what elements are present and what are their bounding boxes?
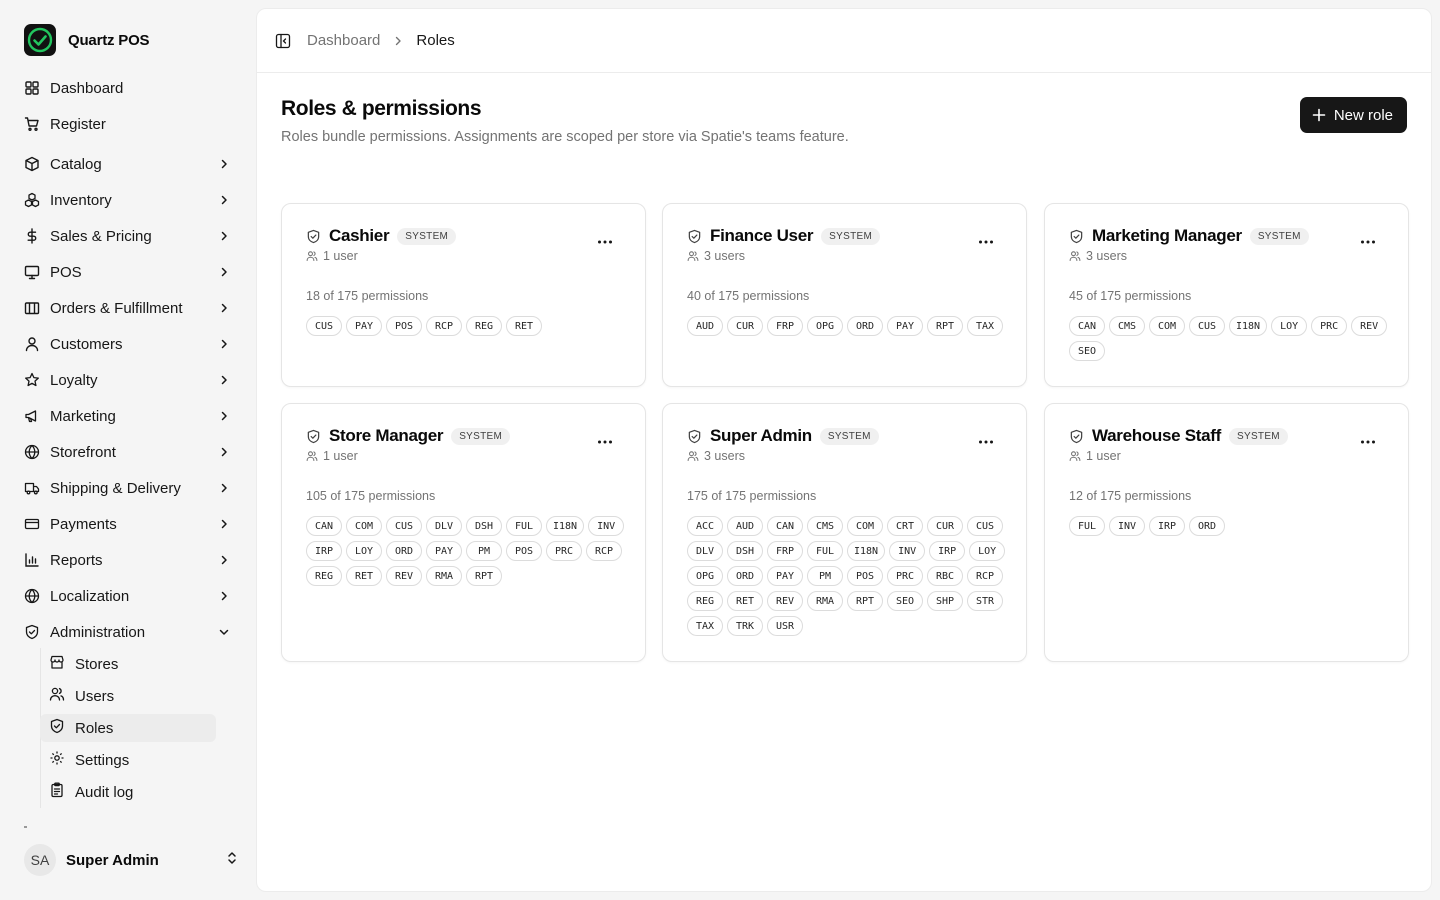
sidebar-item-label: Settings	[75, 751, 130, 769]
permission-chip: FRP	[767, 541, 803, 561]
permission-chips	[306, 316, 626, 336]
sidebar-item-settings[interactable]	[40, 746, 216, 774]
role-users	[1069, 249, 1127, 263]
permission-chip: IRP	[1149, 516, 1185, 536]
globe-icon	[24, 588, 40, 604]
permission-chip: PAY	[887, 316, 923, 336]
permission-chip: COM	[346, 516, 382, 536]
permission-chip: CMS	[1109, 316, 1145, 336]
permission-chip: CUS	[306, 316, 342, 336]
sidebar-item-label: Payments	[50, 515, 117, 533]
sidebar-item-orders-fulfillment[interactable]	[16, 292, 240, 324]
permission-chip: INV	[588, 516, 624, 536]
page-header	[281, 97, 849, 145]
permission-chip: TAX	[687, 616, 723, 636]
shield-icon	[306, 429, 321, 444]
truck-icon	[24, 480, 40, 496]
permission-chip: SEO	[1069, 341, 1105, 361]
permission-chip: RCP	[586, 541, 622, 561]
permission-chip: I18N	[847, 541, 885, 561]
permission-chip: REG	[687, 591, 723, 611]
sidebar-item-register[interactable]	[16, 108, 240, 140]
user-icon	[24, 336, 40, 352]
chevron-right-icon	[216, 372, 232, 388]
permission-chip: I18N	[1229, 316, 1267, 336]
permission-chip: RET	[727, 591, 763, 611]
permission-chip: CUR	[927, 516, 963, 536]
permission-chip: DSH	[466, 516, 502, 536]
role-card[interactable]	[1044, 403, 1409, 662]
permission-chip: INV	[1109, 516, 1145, 536]
permission-chip: PM	[466, 541, 502, 561]
permission-chip: RPT	[927, 316, 963, 336]
role-user-count: 3 users	[704, 449, 745, 463]
permission-chips	[1069, 516, 1389, 536]
permission-chips	[1069, 316, 1389, 361]
permission-count: 175 of 175 permissions	[687, 489, 817, 503]
star-icon	[24, 372, 40, 388]
plus-icon	[1312, 108, 1326, 122]
sidebar-item-label: Shipping & Delivery	[50, 479, 181, 497]
permission-chip: STR	[967, 591, 1003, 611]
permission-chip: USR	[767, 616, 803, 636]
sidebar-item-label: Users	[75, 687, 115, 705]
permission-chip: PAY	[426, 541, 462, 561]
dashboard-icon	[24, 80, 40, 96]
role-user-count: 1 user	[323, 249, 358, 263]
sidebar-item-shipping-delivery[interactable]	[16, 472, 240, 504]
chevron-right-icon	[216, 156, 232, 172]
permission-chip: REG	[306, 566, 342, 586]
sidebar-item-label: Audit log	[75, 783, 134, 801]
sidebar-item-label: Roles	[75, 719, 114, 737]
sidebar-item-label: Dashboard	[50, 79, 124, 97]
permission-count: 105 of 175 permissions	[306, 489, 436, 503]
shield-icon	[49, 718, 65, 738]
permission-chip: CMS	[807, 516, 843, 536]
sidebar-item-dashboard[interactable]	[16, 72, 240, 104]
permission-count: 40 of 175 permissions	[687, 289, 810, 303]
role-users	[1069, 449, 1121, 463]
sidebar-item-stores[interactable]	[40, 650, 216, 678]
topbar	[257, 9, 1431, 73]
sidebar-item-label: POS	[50, 263, 82, 281]
role-name[interactable]: Warehouse Staff	[1092, 426, 1222, 445]
permission-chips	[687, 516, 1007, 636]
permission-chip: PRC	[887, 566, 923, 586]
chevron-right-icon	[392, 35, 404, 47]
more-options-icon[interactable]	[1356, 434, 1380, 450]
page-title: Roles & permissions	[281, 97, 482, 120]
chevron-right-icon	[216, 300, 232, 316]
bar-chart-icon	[24, 552, 40, 568]
scroll-fade	[24, 826, 27, 828]
permission-chip: REV	[767, 591, 803, 611]
new-role-button[interactable]	[1300, 97, 1407, 133]
permission-chip: SEO	[887, 591, 923, 611]
sidebar-item-localization[interactable]	[16, 580, 240, 612]
sidebar-item-loyalty[interactable]	[16, 364, 240, 396]
role-name[interactable]: Cashier	[329, 226, 390, 245]
permission-chip: DSH	[727, 541, 763, 561]
role-user-count: 1 user	[323, 449, 358, 463]
more-options-icon[interactable]	[593, 434, 617, 450]
clipboard-icon	[49, 782, 65, 802]
main-panel	[256, 8, 1432, 892]
permission-chip: TAX	[967, 316, 1003, 336]
permission-chip: REG	[466, 316, 502, 336]
boxes-icon	[24, 192, 40, 208]
permission-count: 12 of 175 permissions	[1069, 489, 1192, 503]
sidebar-item-payments[interactable]	[16, 508, 240, 540]
permission-chip: LOY	[969, 541, 1005, 561]
sidebar-item-roles[interactable]	[40, 714, 216, 742]
sidebar-item-label: Sales & Pricing	[50, 227, 152, 245]
permission-chip: COM	[1149, 316, 1185, 336]
permission-chip: REV	[1351, 316, 1387, 336]
role-card[interactable]	[281, 203, 646, 387]
shield-icon	[687, 429, 702, 444]
sidebar-item-label: Register	[50, 115, 106, 133]
role-card-header	[306, 426, 510, 446]
sidebar-item-label: Stores	[75, 655, 119, 673]
page-subtitle: Roles bundle permissions. Assignments are scoped per store via Spatie's teams feature.	[281, 129, 849, 145]
role-card[interactable]	[281, 403, 646, 662]
role-card-header	[1069, 426, 1288, 446]
gear-icon	[49, 750, 65, 770]
permission-chip: TRK	[727, 616, 763, 636]
permission-chip: RCP	[967, 566, 1003, 586]
sidebar-item-label: Orders & Fulfillment	[50, 299, 183, 317]
chevron-right-icon	[216, 228, 232, 244]
role-card-header	[1069, 226, 1309, 246]
permission-chip: PRC	[546, 541, 582, 561]
system-badge: SYSTEM	[821, 228, 880, 245]
permission-chip: ACC	[687, 516, 723, 536]
avatar: SA	[24, 844, 56, 876]
brand[interactable]	[24, 24, 149, 56]
more-options-icon[interactable]	[593, 234, 617, 250]
users-icon	[1069, 250, 1081, 262]
permission-chip: PAY	[346, 316, 382, 336]
users-icon	[1069, 450, 1081, 462]
permission-chip: PAY	[767, 566, 803, 586]
role-name[interactable]: Store Manager	[329, 426, 444, 445]
permission-chip: CRT	[887, 516, 923, 536]
role-name[interactable]: Finance User	[710, 226, 814, 245]
chevron-right-icon	[216, 588, 232, 604]
permission-chip: CAN	[767, 516, 803, 536]
permission-chip: CUS	[1189, 316, 1225, 336]
permission-chip: DLV	[687, 541, 723, 561]
breadcrumb-current: Roles	[416, 32, 455, 49]
permission-chip: RMA	[807, 591, 843, 611]
breadcrumb	[307, 32, 455, 49]
sidebar	[0, 0, 256, 900]
more-options-icon[interactable]	[1356, 234, 1380, 250]
permission-count: 45 of 175 permissions	[1069, 289, 1192, 303]
permission-chip: AUD	[687, 316, 723, 336]
permission-chip: OPG	[807, 316, 843, 336]
role-card-header	[306, 226, 456, 246]
more-options-icon[interactable]	[974, 234, 998, 250]
permission-chip: ORD	[727, 566, 763, 586]
system-badge: SYSTEM	[1229, 428, 1288, 445]
permission-chip: POS	[506, 541, 542, 561]
permission-chip: OPG	[687, 566, 723, 586]
sidebar-item-customers[interactable]	[16, 328, 240, 360]
permission-chip: CUS	[967, 516, 1003, 536]
sidebar-item-label: Storefront	[50, 443, 116, 461]
user-menu[interactable]	[24, 842, 238, 878]
role-user-count: 1 user	[1086, 449, 1121, 463]
permission-chip: REV	[386, 566, 422, 586]
globe-icon	[24, 444, 40, 460]
role-users	[687, 249, 745, 263]
permission-chip: ORD	[1189, 516, 1225, 536]
permission-chip: FRP	[767, 316, 803, 336]
permission-chip: RET	[506, 316, 542, 336]
role-card[interactable]	[662, 403, 1027, 662]
sidebar-toggle-icon[interactable]	[275, 33, 291, 49]
sidebar-item-administration[interactable]	[16, 616, 240, 648]
system-badge: SYSTEM	[451, 428, 510, 445]
cart-icon	[24, 116, 40, 132]
permission-chip: FUL	[1069, 516, 1105, 536]
permission-count: 18 of 175 permissions	[306, 289, 429, 303]
permission-chip: RET	[346, 566, 382, 586]
users-icon	[687, 250, 699, 262]
sidebar-item-label: Administration	[50, 623, 146, 641]
sidebar-item-storefront[interactable]	[16, 436, 240, 468]
permission-chip: RMA	[426, 566, 462, 586]
logo-icon	[24, 24, 56, 56]
permission-chip: LOY	[346, 541, 382, 561]
permission-chips	[306, 516, 626, 586]
role-card-header	[687, 426, 879, 446]
app-name: Quartz POS	[68, 31, 150, 49]
store-icon	[49, 654, 65, 674]
permission-chip: ORD	[386, 541, 422, 561]
permission-chip: CUS	[386, 516, 422, 536]
chevron-right-icon	[216, 480, 232, 496]
sidebar-item-label: Reports	[50, 551, 103, 569]
permission-chip: FUL	[506, 516, 542, 536]
system-badge: SYSTEM	[1250, 228, 1309, 245]
sidebar-item-marketing[interactable]	[16, 400, 240, 432]
permission-chip: PRC	[1311, 316, 1347, 336]
sidebar-item-sales-pricing[interactable]	[16, 220, 240, 252]
permission-chip: I18N	[546, 516, 584, 536]
dollar-icon	[24, 228, 40, 244]
chevron-down-icon	[216, 624, 232, 640]
shield-icon	[687, 229, 702, 244]
permission-chip: RPT	[466, 566, 502, 586]
megaphone-icon	[24, 408, 40, 424]
role-name[interactable]: Super Admin	[710, 426, 812, 445]
permission-chip: CAN	[1069, 316, 1105, 336]
role-user-count: 3 users	[704, 249, 745, 263]
permission-chip: RBC	[927, 566, 963, 586]
permission-chip: ORD	[847, 316, 883, 336]
shield-icon	[1069, 429, 1084, 444]
role-users	[687, 449, 745, 463]
system-badge: SYSTEM	[820, 428, 879, 445]
users-icon	[306, 450, 318, 462]
users-icon	[49, 686, 65, 706]
role-card[interactable]	[1044, 203, 1409, 387]
role-user-count: 3 users	[1086, 249, 1127, 263]
system-badge: SYSTEM	[397, 228, 456, 245]
permission-chip: LOY	[1271, 316, 1307, 336]
sidebar-item-catalog[interactable]	[16, 148, 240, 180]
store-icon	[24, 300, 40, 316]
sidebar-item-label: Loyalty	[50, 371, 98, 389]
shield-icon	[1069, 229, 1084, 244]
permission-chip: INV	[889, 541, 925, 561]
sidebar-item-audit-log[interactable]	[40, 778, 216, 806]
users-icon	[687, 450, 699, 462]
sidebar-item-label: Customers	[50, 335, 123, 353]
chevron-right-icon	[216, 408, 232, 424]
sidebar-item-reports[interactable]	[16, 544, 240, 576]
chevron-right-icon	[216, 264, 232, 280]
credit-card-icon	[24, 516, 40, 532]
users-icon	[306, 250, 318, 262]
shield-icon	[24, 624, 40, 640]
role-name[interactable]: Marketing Manager	[1092, 226, 1242, 245]
package-icon	[24, 156, 40, 172]
sidebar-item-label: Marketing	[50, 407, 116, 425]
chevron-right-icon	[216, 516, 232, 532]
permission-chip: IRP	[929, 541, 965, 561]
chevron-right-icon	[216, 552, 232, 568]
permission-chip: CAN	[306, 516, 342, 536]
permission-chip: RPT	[847, 591, 883, 611]
permission-chip: COM	[847, 516, 883, 536]
chevron-right-icon	[216, 444, 232, 460]
sidebar-item-inventory[interactable]	[16, 184, 240, 216]
role-users	[306, 449, 358, 463]
permission-chip: FUL	[807, 541, 843, 561]
permission-chip: DLV	[426, 516, 462, 536]
sidebar-item-users[interactable]	[40, 682, 216, 710]
chevron-right-icon	[216, 192, 232, 208]
breadcrumb-link-dashboard[interactable]: Dashboard	[307, 32, 381, 49]
shield-icon	[306, 229, 321, 244]
permission-chip: POS	[847, 566, 883, 586]
permission-chip: IRP	[306, 541, 342, 561]
permission-chips	[687, 316, 1007, 336]
sidebar-item-label: Localization	[50, 587, 130, 605]
permission-chip: AUD	[727, 516, 763, 536]
user-name: Super Admin	[66, 851, 159, 869]
monitor-icon	[24, 264, 40, 280]
role-users	[306, 249, 358, 263]
sidebar-item-label: Inventory	[50, 191, 112, 209]
chevron-right-icon	[216, 336, 232, 352]
sidebar-item-pos[interactable]	[16, 256, 240, 288]
permission-chip: RCP	[426, 316, 462, 336]
permission-chip: POS	[386, 316, 422, 336]
permission-chip: SHP	[927, 591, 963, 611]
role-card-header	[687, 226, 880, 246]
chevrons-up-down-icon	[226, 851, 238, 870]
role-card[interactable]	[662, 203, 1027, 387]
new-role-label: New role	[1333, 106, 1393, 124]
permission-chip: PM	[807, 566, 843, 586]
permission-chip: CUR	[727, 316, 763, 336]
more-options-icon[interactable]	[974, 434, 998, 450]
sidebar-item-label: Catalog	[50, 155, 102, 173]
